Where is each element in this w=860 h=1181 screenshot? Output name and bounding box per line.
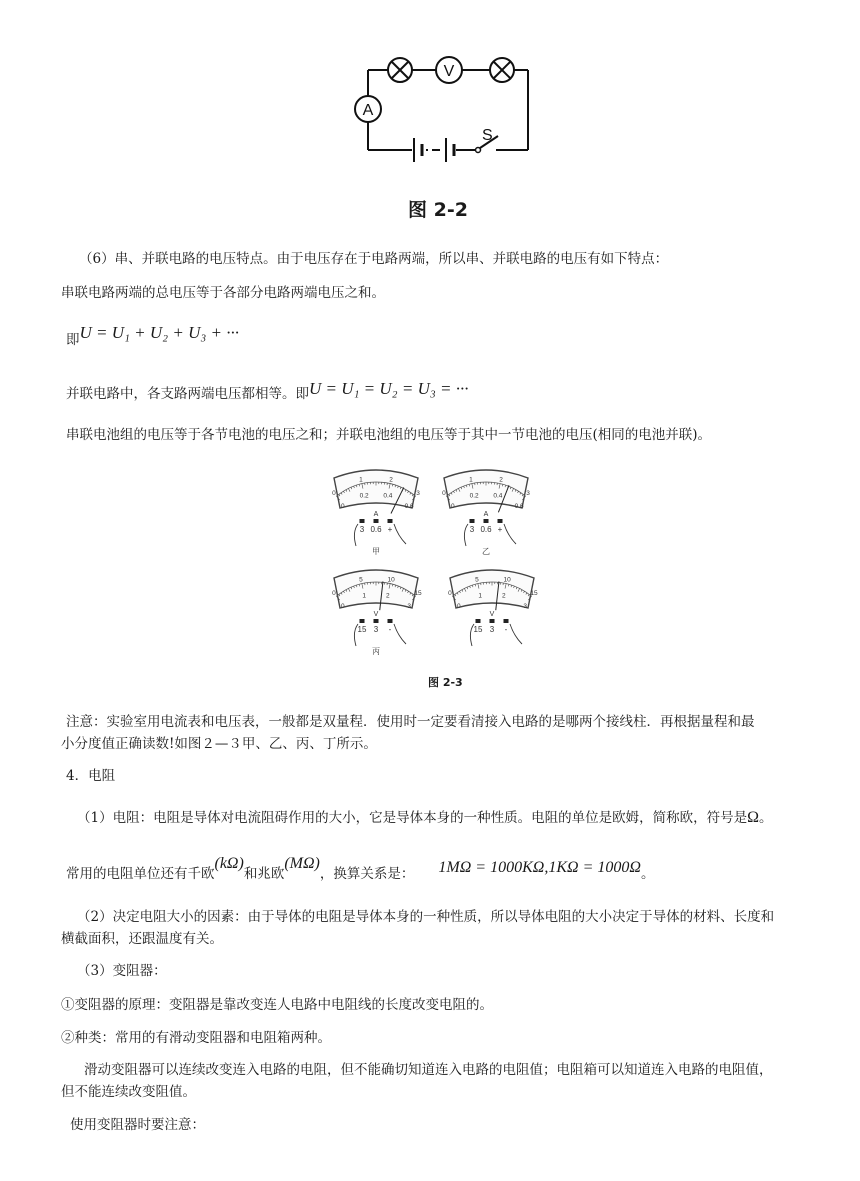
meter-lower-scale-label: 0 bbox=[457, 602, 461, 610]
meter-upper-scale-label: 1 bbox=[359, 476, 363, 484]
rheostat-compare-line-1: 滑动变阻器可以连续改变连入电路的电阻，但不能确切知道连入电路的电阻值；电阻箱可以知道连入电路的电阻值， bbox=[84, 1062, 773, 1078]
meter-upper-scale-label: 0 bbox=[332, 590, 336, 598]
meter-terminal bbox=[490, 619, 495, 623]
meter-terminal bbox=[476, 619, 481, 623]
meter-terminal-label: 15 bbox=[473, 625, 483, 634]
section4-heading: 4．电阻 bbox=[66, 768, 116, 784]
meter-lower-scale-label: 0 bbox=[341, 502, 345, 510]
meter-wire bbox=[510, 624, 522, 644]
meter-upper-scale-label: 0 bbox=[448, 590, 452, 598]
meter-lower-scale-label: 0 bbox=[451, 502, 455, 510]
meter-lower-scale-label: 0.4 bbox=[383, 492, 393, 500]
p2-line-1: （2）决定电阻大小的因素：由于导体的电阻是导体本身的一种性质，所以导体电阻的大小决定于导体的材料、长度和 bbox=[77, 909, 775, 925]
meter-caption-label: 乙 bbox=[482, 547, 490, 556]
figure-2-3-caption: 图 2-3 bbox=[428, 676, 463, 689]
meter-lower-scale-label: 2 bbox=[502, 592, 506, 600]
circuit-diagram-2-2 bbox=[330, 40, 540, 170]
meter-terminal-label: - bbox=[504, 625, 508, 634]
meter-terminal-label: 0.6 bbox=[370, 525, 382, 534]
series-voltage-text: 串联电路两端的总电压等于各部分电路两端电压之和。 bbox=[61, 285, 385, 301]
meter-upper-scale-label: 1 bbox=[469, 476, 473, 484]
meter-lower-scale-label: 0 bbox=[341, 602, 345, 610]
meter-caption-label: 丙 bbox=[372, 647, 380, 656]
meter-upper-scale-label: 2 bbox=[389, 476, 393, 484]
meter-lower-scale-label: 0.6 bbox=[404, 502, 414, 510]
meter-terminal-label: 15 bbox=[357, 625, 367, 634]
switch-symbol bbox=[476, 127, 499, 153]
meter-terminal bbox=[360, 519, 365, 523]
meter-terminal bbox=[374, 619, 379, 623]
series-formula-line bbox=[66, 322, 239, 348]
meter-terminal-label: + bbox=[497, 525, 503, 534]
meter-unit-label: A bbox=[483, 511, 489, 518]
note-line-2: 小分度值正确读数!如图２—３甲、乙、丙、丁所示。 bbox=[61, 736, 377, 752]
lamp-2 bbox=[490, 58, 514, 82]
meter-upper-scale-label: 15 bbox=[414, 590, 422, 598]
kilo-ohm-unit: (kΩ) bbox=[214, 855, 244, 872]
svg-text:A: A bbox=[362, 102, 374, 119]
meter-wire bbox=[394, 624, 406, 644]
meter-lower-scale-label: 3 bbox=[407, 602, 411, 610]
note-line-1: 注意：实验室用电流表和电压表，一般都是双量程．使用时一定要看清接入电路的是哪两个接线柱．再根据量程和最 bbox=[66, 714, 755, 730]
p3-heading: （3）变阻器： bbox=[77, 963, 167, 979]
meter-upper-scale-label: 2 bbox=[499, 476, 503, 484]
meter-terminal-label: 3 bbox=[489, 625, 495, 634]
meter-terminal bbox=[498, 519, 503, 523]
rheostat-types: ②种类：常用的有滑动变阻器和电阻箱两种。 bbox=[61, 1030, 331, 1046]
section6-intro: （6）串、并联电路的电压特点。由于电压存在于电路两端，所以串、并联电路的电压有如下特点： bbox=[79, 251, 669, 267]
meter-wire bbox=[354, 524, 358, 546]
conversion-formula: 1MΩ = 1000KΩ,1KΩ = 1000Ω bbox=[438, 859, 641, 876]
meter-lower-scale-label: 2 bbox=[386, 592, 390, 600]
lamp-1 bbox=[388, 58, 412, 82]
meter-upper-scale-label: 3 bbox=[416, 490, 420, 498]
meter-lower-scale-label: 0.2 bbox=[359, 492, 369, 500]
meter-lower-scale-label: 3 bbox=[523, 602, 527, 610]
meter-upper-scale-label: 5 bbox=[359, 576, 363, 584]
rheostat-usage-note: 使用变阻器时要注意： bbox=[70, 1117, 205, 1133]
parallel-text: 并联电路中，各支路两端电压都相等。即 bbox=[66, 386, 309, 402]
meter-terminal bbox=[388, 619, 393, 623]
voltmeter-symbol bbox=[436, 57, 462, 83]
meter-upper-scale-label: 0 bbox=[332, 490, 336, 498]
meter-wire bbox=[394, 524, 406, 544]
ohm-symbol: Ω bbox=[747, 809, 759, 826]
meter-lower-scale-label: 1 bbox=[362, 592, 366, 600]
meter-caption-label: 甲 bbox=[372, 547, 380, 556]
meter-wire bbox=[464, 524, 468, 546]
meter-unit-label: V bbox=[373, 611, 379, 618]
meter-upper-scale-label: 0 bbox=[442, 490, 446, 498]
meter-unit-label: A bbox=[373, 511, 379, 518]
meter-lower-scale-label: 0.2 bbox=[469, 492, 479, 500]
meter-terminal-label: + bbox=[387, 525, 393, 534]
p2-line-2: 横截面积，还跟温度有关。 bbox=[61, 931, 223, 947]
series-formula: U = U₁ + U₂ + U₃ + ··· bbox=[79, 323, 239, 342]
meter-unit-label: V bbox=[489, 611, 495, 618]
meter-upper-scale-label: 10 bbox=[387, 576, 395, 584]
resistance-definition: （1）电阻：电阻是导体对电流阻碍作用的大小，它是导体本身的一种性质。电阻的单位是欧姆，简称欧，符号是Ω。 bbox=[77, 809, 773, 826]
rheostat-compare-line-2: 但不能连续改变阻值。 bbox=[61, 1084, 196, 1100]
meter-terminal bbox=[374, 519, 379, 523]
meter-terminal-label: 3 bbox=[359, 525, 365, 534]
svg-text:S: S bbox=[482, 127, 493, 144]
meter-terminal bbox=[470, 519, 475, 523]
parallel-formula: U = U₁ = U₂ = U₃ = ··· bbox=[309, 379, 469, 398]
meter-wire bbox=[504, 524, 516, 544]
meter-terminal-label: 0.6 bbox=[480, 525, 492, 534]
ammeter-symbol bbox=[355, 96, 381, 122]
meter-terminal-label: 3 bbox=[469, 525, 475, 534]
meter-lower-scale-label: 0.4 bbox=[493, 492, 503, 500]
resistance-units-line: 常用的电阻单位还有千欧(kΩ)和兆欧(MΩ)，换算关系是： 1MΩ = 1000KΩ,1KΩ = 1000Ω。 bbox=[66, 855, 655, 882]
meter-upper-scale-label: 5 bbox=[475, 576, 479, 584]
meter-3 bbox=[332, 570, 422, 656]
meter-upper-scale-label: 3 bbox=[526, 490, 530, 498]
battery-text: 串联电池组的电压等于各节电池的电压之和；并联电池组的电压等于其中一节电池的电压(相同的电池并联)。 bbox=[66, 427, 712, 443]
figure-2-2-caption: 图 2-2 bbox=[408, 199, 468, 221]
meter-terminal bbox=[484, 519, 489, 523]
rheostat-principle: ①变阻器的原理：变阻器是靠改变连人电路中电阻线的长度改变电阻的。 bbox=[61, 997, 493, 1013]
meter-lower-scale-label: 1 bbox=[478, 592, 482, 600]
mega-ohm-unit: (MΩ) bbox=[284, 855, 320, 872]
meter-terminal bbox=[504, 619, 509, 623]
battery-symbol bbox=[414, 138, 454, 162]
meter-4 bbox=[448, 570, 538, 646]
svg-text:V: V bbox=[443, 63, 455, 80]
meter-1 bbox=[332, 470, 420, 556]
meter-lower-scale-label: 0.6 bbox=[514, 502, 524, 510]
meter-upper-scale-label: 15 bbox=[530, 590, 538, 598]
meter-terminal bbox=[360, 619, 365, 623]
parallel-line bbox=[66, 378, 469, 402]
series-prefix: 即 bbox=[66, 332, 80, 348]
meter-terminal bbox=[388, 519, 393, 523]
meters-figure-2-3 bbox=[330, 462, 538, 692]
meter-2 bbox=[442, 470, 530, 556]
meter-terminal-label: - bbox=[388, 625, 392, 634]
meter-terminal-label: 3 bbox=[373, 625, 379, 634]
meter-upper-scale-label: 10 bbox=[503, 576, 511, 584]
